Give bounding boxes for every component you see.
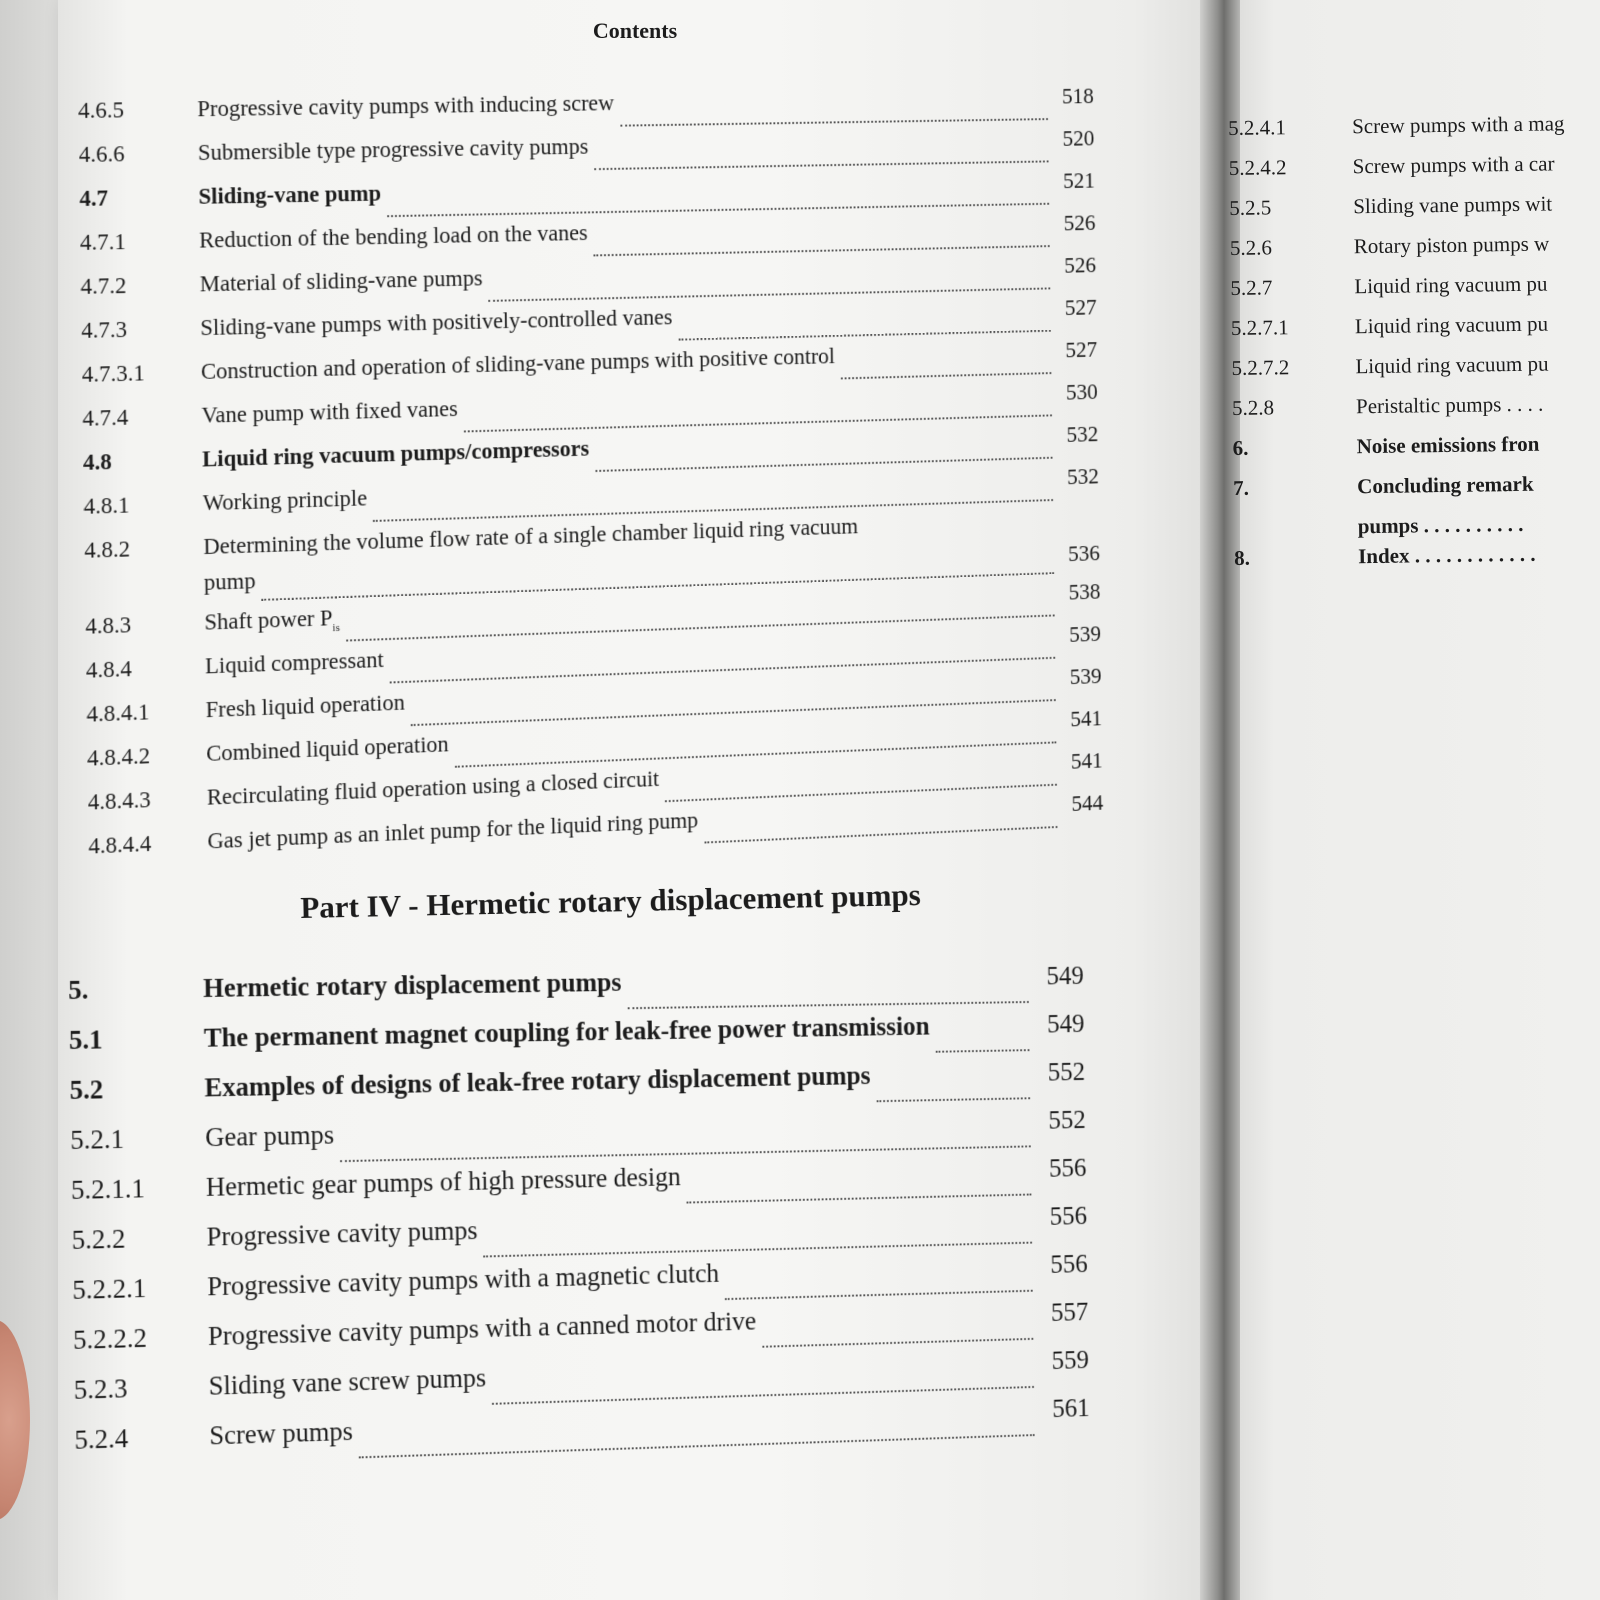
page-number: 530: [1065, 379, 1098, 405]
toc-entry: [1232, 391, 1600, 436]
toc-entry: [1229, 191, 1600, 236]
section-title: [205, 647, 390, 679]
section-number: 5.2.6: [1229, 235, 1273, 260]
section-title: [1354, 271, 1553, 299]
section-number: 5.2.2.2: [72, 1322, 148, 1355]
section-title-text: Combined liquid operation: [206, 731, 449, 766]
section-title-text: Liquid compressant: [204, 647, 384, 679]
section-title-text: Material of sliding-vane pumps: [199, 265, 483, 297]
part-heading: Part IV - Hermetic rotary displacement pumps: [300, 877, 922, 925]
section-number: 4.8.4.4: [88, 830, 152, 859]
page-number: 532: [1066, 421, 1099, 447]
toc-left-column: [78, 84, 1104, 878]
dot-leader: [841, 371, 1052, 379]
section-title-text: Progressive cavity pumps with a canned motor drive: [207, 1306, 757, 1352]
page-number: 557: [1050, 1296, 1089, 1327]
section-title-text: Recirculating fluid operation using a closed circuit: [206, 766, 660, 810]
section-title-text: Screw pumps with a car: [1352, 151, 1555, 179]
section-number: 5.2.3: [73, 1373, 128, 1405]
section-title-text: Rotary piston pumps w: [1353, 231, 1550, 259]
toc-entry: [1231, 311, 1600, 356]
section-number: 7.: [1233, 475, 1250, 500]
section-title-text: Hermetic rotary displacement pumps: [202, 967, 622, 1003]
page-number: 549: [1046, 960, 1084, 991]
section-title: [1354, 231, 1556, 259]
toc-right-column: [1228, 111, 1600, 586]
section-title-text: Liquid ring vacuum pumps/compressors: [201, 435, 590, 472]
section-title-text: Shaft power P: [204, 605, 333, 635]
indent-spacer: [85, 590, 204, 594]
section-title-text: Progressive cavity pumps: [206, 1215, 478, 1252]
section-title: [1357, 472, 1540, 500]
section-number: 5.2.4: [74, 1423, 129, 1455]
section-number: 5.2.4.2: [1228, 155, 1287, 180]
section-number: 5.2.5: [1229, 195, 1272, 220]
section-title: [205, 1120, 340, 1153]
section-title: [200, 265, 489, 297]
section-number: 5.2.1.1: [70, 1173, 146, 1205]
section-number: 4.6.5: [78, 97, 125, 123]
section-title: [1356, 392, 1550, 420]
section-title-text: Concluding remark: [1357, 471, 1534, 499]
section-number: 4.8.1: [83, 492, 130, 519]
page-number: 538: [1068, 579, 1101, 605]
page-number: 518: [1061, 83, 1094, 109]
section-title-text: Liquid ring vacuum pu: [1355, 351, 1549, 379]
section-title-text: The permanent magnet coupling for leak-free power transmission: [203, 1011, 930, 1053]
page-number: 552: [1048, 1104, 1086, 1135]
section-title-text: Progressive cavity pumps with a magnetic clutch: [207, 1258, 720, 1302]
dot-leader: [762, 1337, 1033, 1348]
section-title-text: Liquid ring vacuum pu: [1354, 271, 1548, 299]
section-number: 8.: [1234, 545, 1251, 570]
section-number: 4.7: [79, 185, 109, 211]
dot-leader: [725, 1289, 1032, 1300]
dot-leader: [687, 1193, 1032, 1204]
page-number: 536: [1067, 540, 1101, 566]
section-title: [203, 967, 627, 1004]
section-number: 4.7.4: [82, 404, 129, 431]
section-title: [1352, 111, 1571, 139]
section-title: [198, 181, 387, 210]
section-title-text: Working principle: [202, 485, 368, 516]
section-title: [204, 605, 346, 638]
page-number: 539: [1069, 621, 1102, 647]
section-number: 4.7.2: [80, 273, 127, 299]
toc-entry: [1232, 431, 1600, 476]
section-title-text: Sliding-vane pumps with positively-controlled vanes: [200, 304, 673, 341]
section-number: 5.2: [69, 1074, 104, 1105]
section-number: 5.2.7.1: [1230, 315, 1289, 340]
section-number: 5.2.7: [1230, 275, 1273, 300]
section-title-text: Sliding-vane pump: [198, 180, 382, 209]
dot-leader: [620, 117, 1048, 126]
section-number: 4.7.3.1: [81, 360, 145, 387]
section-title: [1358, 542, 1542, 570]
page-number: 521: [1062, 168, 1096, 193]
section-title-text: Determining the volume flow rate of a single chamber liquid ring vacuum: [203, 513, 859, 560]
page-number: 556: [1049, 1200, 1088, 1231]
section-title: [201, 396, 463, 429]
section-number: 4.8.4.3: [87, 787, 151, 815]
toc-entry: [1228, 111, 1600, 156]
section-number: 5.2.1: [70, 1123, 125, 1155]
section-title-text: Index . . . . . . . . . . . .: [1357, 541, 1536, 569]
toc-part-iv: [68, 961, 1090, 1475]
section-title: [206, 1215, 483, 1252]
dot-leader: [935, 1048, 1029, 1053]
section-title: [198, 134, 594, 166]
section-title: [203, 485, 374, 516]
dot-leader: [594, 159, 1048, 170]
page-number: 556: [1050, 1248, 1088, 1279]
section-title: [209, 1416, 359, 1452]
section-number: 5.1: [68, 1024, 103, 1055]
section-number: 4.7.3: [81, 316, 128, 343]
page-number: 559: [1051, 1344, 1090, 1375]
page-number: 526: [1063, 210, 1096, 236]
page-number: 549: [1046, 1008, 1085, 1039]
section-number: 5.2.4.1: [1228, 115, 1287, 140]
section-title-text: Noise emissions fron: [1356, 431, 1540, 459]
section-title-text: Gear pumps: [205, 1119, 335, 1153]
section-title-text: Peristaltic pumps . . . .: [1355, 391, 1544, 419]
section-title: [1355, 311, 1554, 339]
section-title-text: Reduction of the bending load on the vanes: [198, 220, 588, 253]
section-number: 4.8.4: [85, 656, 132, 683]
toc-entry: [1231, 351, 1600, 396]
title-subscript: is: [332, 621, 340, 634]
section-title-text: Gas jet pump as an inlet pump for the liquid ring pump: [207, 807, 699, 854]
section-title-text: Progressive cavity pumps with inducing screw: [197, 90, 615, 122]
section-title-text: Examples of designs of leak-free rotary displacement pumps: [204, 1060, 871, 1103]
section-title-text: Screw pumps with a mag: [1351, 111, 1565, 139]
section-title-text: Sliding vane screw pumps: [208, 1362, 487, 1401]
page-number: 556: [1048, 1152, 1087, 1183]
section-number: 4.8.4.2: [87, 743, 151, 771]
section-title-text: Sliding vane pumps wit: [1353, 191, 1553, 219]
section-title: [1353, 151, 1561, 179]
section-number: 5.2.2.1: [72, 1273, 147, 1305]
section-number: 4.7.1: [79, 229, 126, 255]
dot-leader: [627, 1000, 1028, 1009]
page-number: 526: [1064, 252, 1097, 278]
section-number: 5.: [68, 974, 89, 1005]
section-title-continued: pumps . . . . . . . . . .: [1357, 511, 1524, 539]
page-number: 561: [1052, 1392, 1090, 1423]
page-number: 539: [1069, 663, 1102, 689]
section-title-text: Liquid ring vacuum pu: [1354, 311, 1549, 339]
dot-leader: [876, 1096, 1030, 1102]
section-number: 4.8.2: [84, 536, 131, 563]
page-number: 527: [1064, 295, 1097, 320]
section-title-text: Construction and operation of sliding-vane pumps with positive control: [200, 343, 836, 384]
section-title-text: Submersible type progressive cavity pumps: [197, 133, 589, 166]
section-number: 5.2.2: [71, 1223, 126, 1255]
section-number: 6.: [1232, 435, 1249, 460]
section-number: 4.8.4.1: [86, 699, 150, 727]
section-title-text: Hermetic gear pumps of high pressure design: [205, 1161, 682, 1202]
page-number: 527: [1065, 337, 1098, 363]
section-number: 4.8: [82, 449, 112, 475]
section-number: 5.2.7.2: [1231, 355, 1290, 380]
section-number: 5.2.8: [1231, 395, 1275, 420]
page-number: 541: [1070, 705, 1103, 732]
page-number: 552: [1047, 1056, 1086, 1087]
toc-entry: [1229, 151, 1600, 196]
section-title: [1353, 191, 1558, 219]
section-title-continued: pump: [203, 568, 256, 595]
page-number: 532: [1066, 464, 1100, 490]
toc-entry: [1230, 231, 1600, 276]
page-number: 541: [1070, 748, 1103, 774]
section-title-text: Vane pump with fixed vanes: [201, 396, 458, 428]
section-title: [1356, 432, 1545, 460]
section-title-text: Fresh liquid operation: [205, 689, 405, 723]
toc-entry: [1233, 471, 1600, 516]
page-title: Contents: [592, 18, 678, 43]
page-number: 544: [1071, 790, 1104, 816]
section-title: [197, 90, 620, 122]
section-title-text: Screw pumps: [209, 1416, 354, 1451]
section-number: 4.6.6: [78, 141, 125, 167]
indent-spacer: [1234, 533, 1358, 535]
toc-entry: [1234, 541, 1600, 586]
section-number: 4.8.3: [85, 612, 132, 639]
page-number: 520: [1062, 126, 1095, 151]
toc-entry: [1230, 271, 1600, 316]
section-title: [1355, 351, 1554, 379]
